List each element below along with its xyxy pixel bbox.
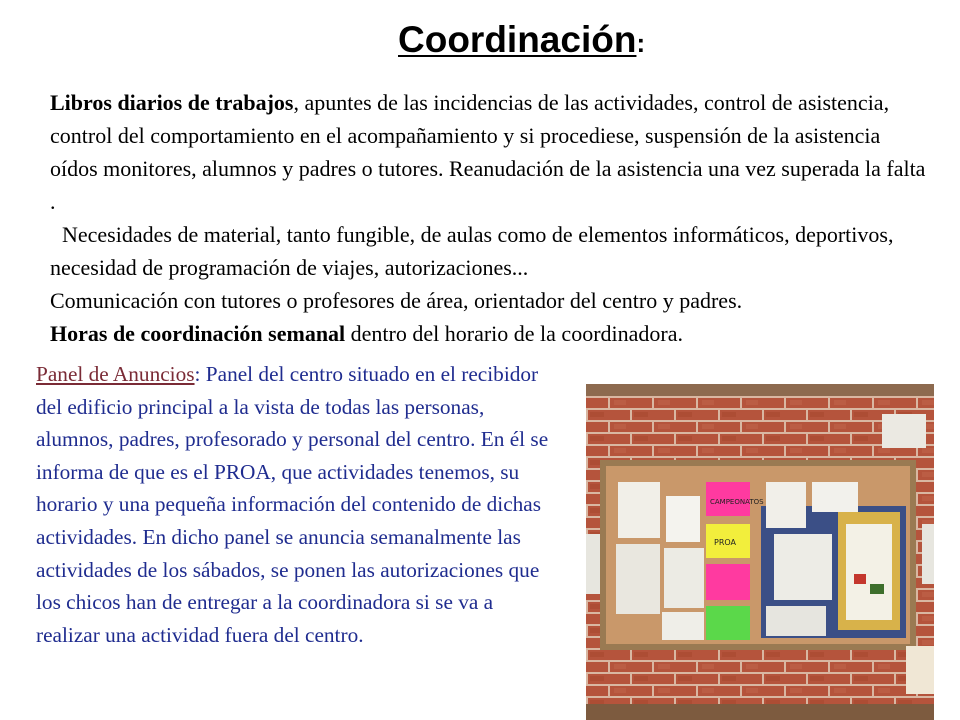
wall-paper-top xyxy=(882,414,926,448)
wall-trim xyxy=(586,384,934,396)
paper-3 xyxy=(666,496,700,542)
panel-heading-colon: : xyxy=(194,362,201,386)
wall-paper-right xyxy=(922,524,934,584)
panel-body: Panel del centro situado en el recibidor del edificio principal a la vista de todas las personas, alumnos, padres, profesorado y personal del centro. En él se informa de que es el PROA, que actividades tenemos, su horario y una pequeña información del contenido de dichas actividades. En dicho panel se anuncia semanalmente las actividades de los sábados, se ponen las autorizaciones que los chicos han de entregar a la coordinadora si se va a realizar una actividad fuera del centro. xyxy=(36,362,549,647)
paper-7 xyxy=(774,534,832,600)
note-text-2: PROA xyxy=(714,538,737,547)
paper-1 xyxy=(618,482,660,538)
coordination-text xyxy=(50,86,930,350)
paper-9 xyxy=(812,482,858,512)
wall-poster-bottom xyxy=(906,646,934,694)
paper-8 xyxy=(766,606,826,636)
panel-description xyxy=(36,358,556,651)
pink-note-2 xyxy=(706,564,750,600)
daily-books-label: Libros diarios de trabajos xyxy=(50,90,294,115)
coordination-paragraph-2: Necesidades de material, tanto fungible, de aulas como de elementos informáticos, deportivos, necesidad de programación de viajes, autorizaciones... xyxy=(50,222,894,280)
title-colon: : xyxy=(636,28,646,58)
green-note xyxy=(706,606,750,640)
wall-paper-left xyxy=(586,534,600,594)
gold-paper-poster xyxy=(846,524,892,620)
note-text-1: CAMPEONATOS xyxy=(710,498,764,506)
coordination-paragraph-4: Horas de coordinación semanal dentro del horario de la coordinadora. xyxy=(50,321,683,346)
title-text: Coordinación xyxy=(398,19,637,60)
floor-trim xyxy=(586,704,934,720)
coordination-paragraph-3: Comunicación con tutores o profesores de área, orientador del centro y padres. xyxy=(50,288,743,313)
paper-4 xyxy=(664,548,704,608)
slide-title xyxy=(398,18,645,65)
bulletin-board-photo xyxy=(586,384,934,720)
panel-heading: Panel de Anuncios xyxy=(36,362,195,386)
weekly-hours-label: Horas de coordinación semanal xyxy=(50,321,346,346)
paper-5 xyxy=(662,612,704,640)
paper-6 xyxy=(766,482,806,528)
paper-2 xyxy=(616,544,660,614)
coordination-paragraph-1: Libros diarios de trabajos, apuntes de las incidencias de las actividades, control de asistencia, control del comportamiento en el acompañamiento y si procediese, suspensión de la asistencia oídos monitores, alumnos y padres o tutores. Reanudación de la asistencia una vez superada la falta . xyxy=(50,90,926,214)
